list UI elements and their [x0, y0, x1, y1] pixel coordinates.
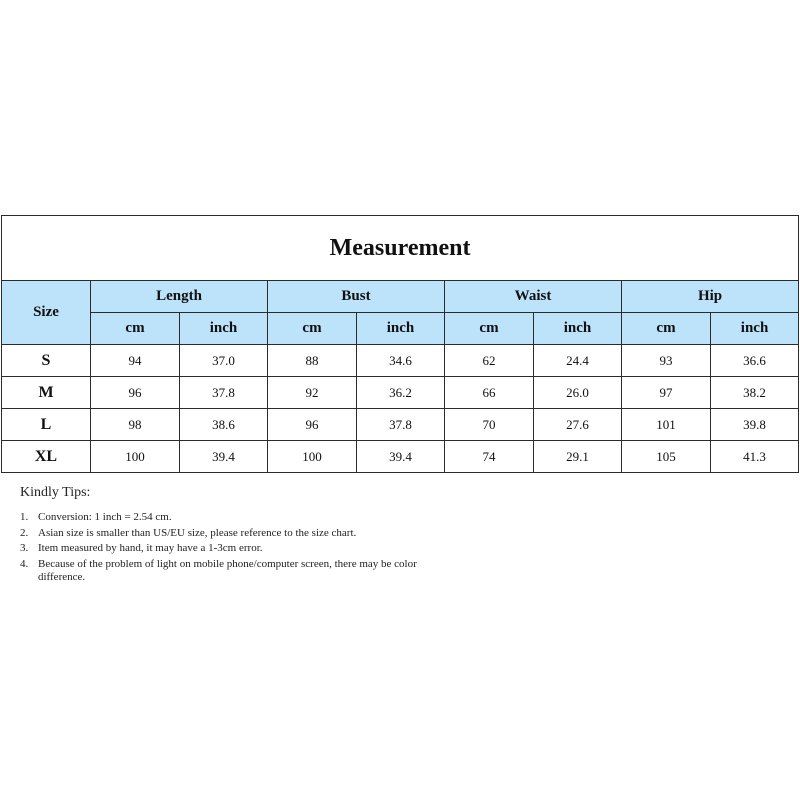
- table-cell: 36.2: [357, 377, 445, 409]
- table-cell: 100: [91, 441, 180, 473]
- table-cell: 39.4: [357, 441, 445, 473]
- tips-title: Kindly Tips:: [20, 485, 91, 500]
- unit-header-inch: inch: [180, 313, 268, 345]
- table-cell: 70: [445, 409, 534, 441]
- table-cell: 26.0: [534, 377, 622, 409]
- table-cell: 62: [445, 345, 534, 377]
- table-row: [2, 409, 799, 441]
- table-cell: 37.8: [180, 377, 268, 409]
- table-cell: 66: [445, 377, 534, 409]
- table-cell: 29.1: [534, 441, 622, 473]
- unit-header-inch: inch: [534, 313, 622, 345]
- unit-header-inch: inch: [357, 313, 445, 345]
- row-size-label: L: [2, 409, 91, 441]
- table-cell: 97: [622, 377, 711, 409]
- table-cell: 92: [268, 377, 357, 409]
- table-row: [2, 345, 799, 377]
- table-cell: 41.3: [711, 441, 799, 473]
- table-cell: 24.4: [534, 345, 622, 377]
- table-cell: 39.4: [180, 441, 268, 473]
- table-cell: 96: [268, 409, 357, 441]
- table-row: [2, 441, 799, 473]
- table-cell: 93: [622, 345, 711, 377]
- group-header-length: Length: [91, 281, 268, 313]
- tip-text: Item measured by hand, it may have a 1-3cm error.: [38, 542, 263, 554]
- table-cell: 88: [268, 345, 357, 377]
- table-cell: 37.8: [357, 409, 445, 441]
- list-item: [20, 527, 450, 541]
- table-cell: 74: [445, 441, 534, 473]
- tip-number: 1.: [20, 511, 29, 523]
- row-size-label: M: [2, 377, 91, 409]
- list-item: [20, 511, 450, 525]
- table-cell: 98: [91, 409, 180, 441]
- tip-text: Conversion: 1 inch = 2.54 cm.: [38, 511, 172, 523]
- unit-header-cm: cm: [622, 313, 711, 345]
- unit-header-cm: cm: [268, 313, 357, 345]
- tip-number: 2.: [20, 526, 29, 539]
- tip-text: Because of the problem of light on mobile phone/computer screen, there may be color difference.: [38, 557, 417, 583]
- group-header-bust: Bust: [268, 281, 445, 313]
- kindly-tips: [20, 485, 450, 587]
- list-item: [20, 558, 450, 585]
- table-cell: 36.6: [711, 345, 799, 377]
- tip-number: 4.: [20, 557, 29, 570]
- unit-header-cm: cm: [91, 313, 180, 345]
- table-row: [2, 377, 799, 409]
- table-cell: 96: [91, 377, 180, 409]
- tips-list: [20, 511, 450, 585]
- size-header: Size: [2, 281, 91, 345]
- table-cell: 37.0: [180, 345, 268, 377]
- table-cell: 94: [91, 345, 180, 377]
- tip-number: 3.: [20, 542, 29, 554]
- table-cell: 38.6: [180, 409, 268, 441]
- size-chart-table: [1, 215, 799, 473]
- table-cell: 38.2: [711, 377, 799, 409]
- table-cell: 34.6: [357, 345, 445, 377]
- unit-header-inch: inch: [711, 313, 799, 345]
- table-cell: 27.6: [534, 409, 622, 441]
- list-item: [20, 542, 450, 556]
- tip-text: Asian size is smaller than US/EU size, please reference to the size chart.: [38, 526, 357, 539]
- unit-header-cm: cm: [445, 313, 534, 345]
- row-size-label: S: [2, 345, 91, 377]
- group-header-waist: Waist: [445, 281, 622, 313]
- table-cell: 101: [622, 409, 711, 441]
- table-cell: 100: [268, 441, 357, 473]
- group-header-hip: Hip: [622, 281, 799, 313]
- row-size-label: XL: [2, 441, 91, 473]
- table-title: Measurement: [2, 216, 799, 281]
- table-cell: 105: [622, 441, 711, 473]
- table-cell: 39.8: [711, 409, 799, 441]
